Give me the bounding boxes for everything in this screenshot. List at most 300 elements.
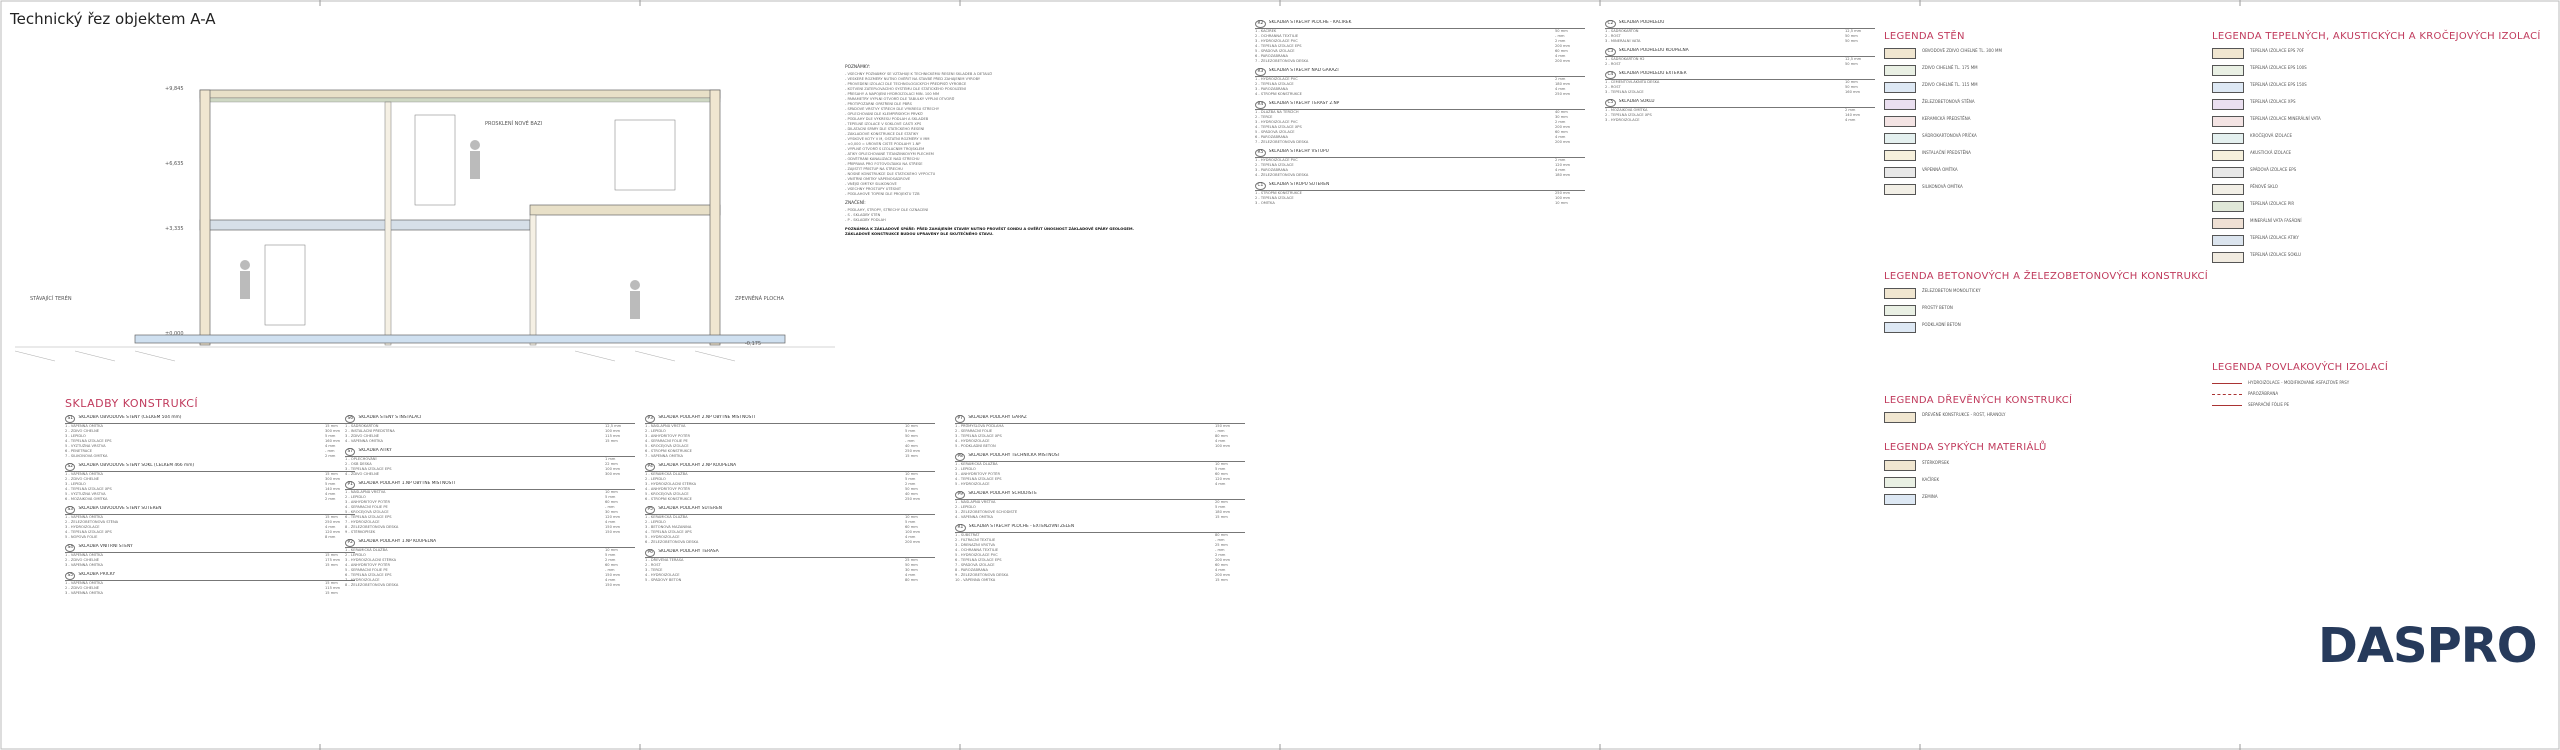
layer-name: 2 - FILTRAČNÍ TEXTILIE: [955, 538, 996, 542]
legend-membranes-title: LEGENDA POVLAKOVÝCH IZOLACÍ: [2212, 362, 2389, 373]
layer-name: 2 - ROŠT: [1605, 85, 1621, 89]
terrace-slab: [530, 205, 720, 215]
composition-title: SKLADBA PODLAHY 1.NP OBYTNÉ MÍSTNOSTI: [358, 481, 456, 486]
layer-name: 3 - ŽELEZOBETONOVÉ SCHODIŠTĚ: [955, 510, 1018, 514]
legend-swatch: [1884, 322, 1916, 333]
legend-item: [1884, 65, 2144, 76]
layer-name: 1 - OPLECHOVÁNÍ: [345, 457, 377, 461]
legend-item: [2212, 391, 2542, 396]
legend-swatch: [1884, 48, 1916, 59]
legend-wood: [1884, 412, 2144, 432]
legend-item-label: PĚNOVÉ SKLO: [2250, 184, 2278, 189]
legend-item-label: TEPELNÁ IZOLACE ATIKY: [2250, 235, 2299, 240]
legend-item-label: PROSTÝ BETON: [1922, 305, 1953, 310]
layer-thickness: - mm: [1215, 429, 1225, 433]
layer-name: 4 - ANHYDRITOVÝ POTĚR: [345, 563, 390, 567]
legend-swatch: [2212, 116, 2244, 127]
layer-name: 3 - HYDROIZOLACE PVC: [1255, 120, 1298, 124]
legend-item: [1884, 150, 2144, 161]
layer-name: 2 - LEPIDLO: [345, 553, 366, 557]
legend-swatch: [1884, 184, 1916, 195]
layer-thickness: 180 mm: [1555, 173, 1571, 177]
level-label: +3,335: [165, 226, 184, 232]
composition-block: [65, 506, 355, 540]
layer-name: 6 - TEPELNÁ IZOLACE EPS: [345, 573, 392, 577]
layer-thickness: 50 mm: [1555, 29, 1568, 33]
composition-layer: [345, 439, 635, 444]
composition-block: [645, 463, 935, 502]
terrain-hatch: [15, 347, 835, 361]
legend-item: [1884, 133, 2144, 144]
composition-block: [645, 549, 935, 583]
layer-name: 1 - KERAMICKÁ DLAŽBA: [345, 548, 388, 552]
layer-name: 2 - LEPIDLO: [955, 467, 976, 471]
layer-name: 3 - DRENÁŽNÍ VRSTVA: [955, 543, 996, 547]
composition-title: SKLADBA PODLAHY TECHNICKÁ MÍSTNOST: [968, 453, 1061, 458]
composition-layer: [65, 454, 355, 459]
layer-thickness: 2 mm: [905, 482, 916, 486]
layer-name: 5 - HYDROIZOLACE: [645, 535, 680, 539]
layer-thickness: 2 mm: [1555, 120, 1566, 124]
layer-name: 4 - VÁPENNÁ OMÍTKA: [345, 439, 383, 443]
layer-thickness: 4 mm: [1845, 118, 1856, 122]
layer-thickness: 40 mm: [905, 444, 918, 448]
layer-thickness: 2 mm: [1555, 39, 1566, 43]
legend-item-label: ZDIVO CIHELNÉ TL. 115 MM: [1922, 82, 1978, 87]
layer-thickness: 15 mm: [325, 591, 338, 595]
layer-thickness: 150 mm: [605, 583, 621, 587]
window: [415, 115, 455, 205]
layer-thickness: 2 mm: [325, 497, 336, 501]
layer-thickness: 8 mm: [325, 535, 336, 539]
layer-thickness: 300 mm: [325, 429, 341, 433]
layer-name: 5 - HYDROIZOLACE PVC: [955, 553, 998, 557]
layer-thickness: 5 mm: [1215, 505, 1226, 509]
layer-thickness: 4 mm: [325, 444, 336, 448]
layer-name: 6 - ŽELEZOBETONOVÁ DESKA: [645, 540, 699, 544]
legend-swatch: [2212, 133, 2244, 144]
layer-thickness: 2 mm: [605, 558, 616, 562]
layer-name: 4 - ŽELEZOBETONOVÁ DESKA: [1255, 173, 1309, 177]
composition-block: [345, 481, 635, 535]
composition-title: SKLADBA OBVODOVÉ STĚNY SOKL (CELKEM 466 mm): [78, 463, 195, 468]
layer-thickness: 60 mm: [905, 525, 918, 529]
layer-thickness: 50 mm: [905, 563, 918, 567]
composition-header: [955, 524, 1245, 533]
legend-item-label: KROČEJOVÁ IZOLACE: [2250, 133, 2292, 138]
legend-item: [2212, 402, 2542, 407]
layer-thickness: 180 mm: [1215, 510, 1231, 514]
note-line: - ODVĚTRÁNÍ KANALIZACE NAD STŘECHU: [845, 157, 920, 161]
layer-name: 2 - LEPIDLO: [645, 477, 666, 481]
layer-thickness: 15 mm: [325, 553, 338, 557]
legend-item: [2212, 252, 2542, 263]
legend-swatch: [1884, 65, 1916, 76]
wall-right: [710, 90, 720, 345]
composition-layer: [1255, 59, 1585, 64]
layer-name: 4 - HYDROIZOLACE: [955, 439, 990, 443]
layer-name: 3 - HYDROIZOLACE: [1605, 118, 1640, 122]
legend-walls-title: LEGENDA STĚN: [1884, 31, 1965, 42]
drawing-title: Technický řez objektem A-A: [10, 10, 216, 28]
layer-thickness: 4 mm: [1555, 168, 1566, 172]
layer-name: 1 - KERAMICKÁ DLAŽBA: [645, 472, 688, 476]
foundation-warning: POZNÁMKA K ZÁKLADOVÉ SPÁŘE: PŘED ZAHÁJENÍM STAVBY NUTNO PROVÉST SONDU A OVĚŘIT ÚNOSNOST ZÁKLADOVÉ SPÁRY GEOLOGEM. ZÁKLADOVÉ KONSTRUKCE BUDOU UPRAVENY DLE SKUTEČNÉHO STAVU.: [845, 227, 1134, 236]
layer-name: 5 - SPÁDOVÁ IZOLACE: [1255, 130, 1295, 134]
layer-name: 1 - SUBSTRÁT: [955, 533, 980, 537]
layer-thickness: 120 mm: [325, 530, 341, 534]
legend-membranes: [2212, 380, 2542, 440]
legend-item: [2212, 167, 2542, 178]
legend-swatch: [1884, 288, 1916, 299]
composition-title: SKLADBA STŘECHY PLOCHÉ - EXTENZIVNÍ ZELEŇ: [968, 524, 1075, 529]
layer-thickness: 10 mm: [1215, 462, 1228, 466]
layer-thickness: 200 mm: [905, 540, 921, 544]
layer-name: 3 - PAROZÁBRANA: [1255, 168, 1288, 172]
layer-name: 4 - SEPARAČNÍ FÓLIE PE: [345, 505, 388, 509]
composition-block: [1255, 149, 1585, 178]
composition-header: [1255, 182, 1585, 191]
legend-item: [1884, 116, 2144, 127]
layer-name: 1 - NÁŠLAPNÁ VRSTVA: [955, 500, 996, 504]
composition-code: P9: [955, 491, 965, 499]
layer-name: 2 - LEPIDLO: [645, 520, 666, 524]
composition-code: P2: [345, 539, 355, 547]
composition-code: P3: [645, 415, 655, 423]
composition-code: R5: [1255, 149, 1266, 157]
composition-title: SKLADBA STŘECHY PLOCHÉ - KAČÍREK: [1268, 20, 1352, 25]
composition-title: SKLADBA PODLAHY SUTERÉN: [658, 506, 722, 511]
layer-thickness: 150 mm: [605, 525, 621, 529]
layer-name: 2 - LEPIDLO: [955, 505, 976, 509]
composition-layer: [1255, 173, 1585, 178]
layer-name: 1 - DLAŽBA NA TERČÍCH: [1255, 110, 1299, 114]
layer-thickness: 160 mm: [1845, 90, 1861, 94]
composition-header: [65, 544, 355, 553]
layer-name: 4 - TEPELNÁ IZOLACE XPS: [65, 487, 112, 491]
wall-mid: [385, 102, 391, 345]
composition-header: [645, 463, 935, 472]
layer-name: 7 - VÁPENNÁ OMÍTKA: [645, 454, 683, 458]
composition-code: P1: [345, 481, 355, 489]
legend-swatch: [1884, 477, 1916, 488]
layer-name: 6 - MOZAIKOVÁ OMÍTKA: [65, 497, 108, 501]
legend-item: [2212, 65, 2542, 76]
layer-name: 4 - STROPNÍ KONSTRUKCE: [1255, 92, 1302, 96]
composition-layer: [1605, 118, 1875, 123]
layer-name: 5 - HYDROIZOLACE: [955, 482, 990, 486]
composition-header: [955, 491, 1245, 500]
composition-header: [1605, 20, 1875, 29]
layer-name: 2 - TERČE: [1255, 115, 1273, 119]
composition-code: R3: [1255, 68, 1266, 76]
composition-column: [345, 415, 635, 740]
layer-name: 5 - SPÁDOVÝ BETON: [645, 578, 682, 582]
layer-thickness: 300 mm: [605, 472, 621, 476]
layer-name: 6 - PAROZÁBRANA: [1255, 135, 1288, 139]
layer-name: 3 - ANHYDRITOVÝ POTĚR: [345, 500, 390, 504]
composition-title: SKLADBA OBVODOVÉ STĚNY (CELKEM 504 mm): [78, 415, 182, 420]
legend-swatch: [1884, 167, 1916, 178]
layer-thickness: 10 mm: [1845, 80, 1858, 84]
level-label: -0,175: [745, 341, 762, 347]
composition-code: C3: [1605, 48, 1616, 56]
layer-name: 2 - TEPELNÁ IZOLACE: [1255, 82, 1294, 86]
composition-header: [65, 415, 355, 424]
layer-thickness: 50 mm: [905, 487, 918, 491]
layer-thickness: 50 mm: [1845, 62, 1858, 66]
composition-code: R1: [955, 524, 966, 532]
composition-code: P4: [645, 463, 655, 471]
legend-walls: [1884, 48, 2144, 263]
legend-item-label: KAČÍREK: [1922, 477, 1940, 482]
compositions-title: SKLADBY KONSTRUKCÍ: [65, 397, 199, 410]
legend-insulation-title: LEGENDA TEPELNÝCH, AKUSTICKÝCH A KROČEJOVÝCH IZOLACÍ: [2212, 31, 2541, 42]
layer-name: 2 - OCHRANNÁ TEXTILIE: [1255, 34, 1299, 38]
layer-thickness: 250 mm: [905, 497, 921, 501]
legend-swatch: [2212, 394, 2242, 395]
layer-name: 3 - TEPELNÁ IZOLACE XPS: [955, 434, 1002, 438]
composition-block: [1255, 68, 1585, 97]
composition-title: SKLADBA PODLAHY GARÁŽ: [968, 415, 1027, 420]
composition-header: [1605, 48, 1875, 57]
legend-item: [2212, 150, 2542, 161]
composition-header: [955, 415, 1245, 424]
legend-item-label: PODKLADNÍ BETON: [1922, 322, 1961, 327]
paved-area-label: ZPEVNĚNÁ PLOCHA: [735, 296, 784, 302]
layer-thickness: 15 mm: [905, 454, 918, 458]
layer-name: 3 - VÁPENNÁ OMÍTKA: [65, 591, 103, 595]
legend-item-label: DŘEVĚNÉ KONSTRUKCE - ROŠT, HRANOLY: [1922, 412, 2006, 417]
composition-header: [345, 415, 635, 424]
composition-layer: [955, 444, 1245, 449]
composition-code: C5: [1605, 99, 1616, 107]
note-line: - PARAMETRY VÝPLNÍ OTVORŮ DLE TABULKY VÝPLNÍ OTVORŮ: [845, 97, 955, 101]
note-line: - VŠECHNY POZNÁMKY SE VZTAHUJÍ K TECHNICKÉMU ŘEŠENÍ SKLADEB A DETAILŮ: [845, 72, 993, 76]
layer-thickness: 115 mm: [325, 586, 341, 590]
note-line: - KOTVENÍ ZATEPLOVACÍHO SYSTÉMU DLE STATICKÉHO POSOUZENÍ: [845, 87, 966, 91]
layer-thickness: 4 mm: [1555, 54, 1566, 58]
note-line: - NOSNÉ KONSTRUKCE DLE STATICKÉHO VÝPOČTU: [845, 172, 936, 176]
composition-layer: [645, 540, 935, 545]
layer-name: 2 - ŽELEZOBETONOVÁ STĚNA: [65, 520, 119, 524]
layer-name: 7 - HYDROIZOLACE: [345, 520, 380, 524]
layer-name: 8 - ŽELEZOBETONOVÁ DESKA: [345, 525, 399, 529]
layer-thickness: 80 mm: [1215, 533, 1228, 537]
composition-layer: [645, 454, 935, 459]
layer-thickness: 80 mm: [1215, 434, 1228, 438]
layer-name: 4 - ZDIVO CIHELNÉ: [345, 472, 380, 476]
layer-thickness: 30 mm: [1555, 115, 1568, 119]
composition-header: [645, 506, 935, 515]
composition-header: [645, 549, 935, 558]
composition-layer: [345, 530, 635, 535]
legend-swatch: [2212, 184, 2244, 195]
layer-thickness: - mm: [325, 449, 335, 453]
layer-thickness: 5 mm: [905, 520, 916, 524]
layer-thickness: 200 mm: [1215, 573, 1231, 577]
layer-thickness: 4 mm: [1215, 568, 1226, 572]
composition-block: [955, 524, 1245, 583]
layer-name: 1 - VÁPENNÁ OMÍTKA: [65, 472, 103, 476]
note-line: - VEŠKERÉ ROZMĚRY NUTNO OVĚŘIT NA STAVBĚ PŘED ZAHÁJENÍM VÝROBY: [845, 77, 981, 81]
note-line: - PŘESAHY A NAPOJENÍ HYDROIZOLACÍ MIN. 100 MM: [845, 92, 940, 96]
layer-name: 3 - TERČE: [645, 568, 663, 572]
composition-layer: [1605, 90, 1875, 95]
composition-code: S4: [65, 544, 75, 552]
layer-thickness: 60 mm: [1555, 49, 1568, 53]
legend-item: [1884, 82, 2144, 93]
layer-name: 5 - VÝZTUŽNÁ VRSTVA: [65, 492, 106, 496]
layer-name: 3 - MINERÁLNÍ VATA: [1605, 39, 1641, 43]
layer-name: 5 - VÝZTUŽNÁ VRSTVA: [65, 444, 106, 448]
layer-thickness: 10 mm: [905, 472, 918, 476]
glazing-label: PROSKLENÍ NOVÉ BAZI: [485, 121, 543, 127]
layer-name: 2 - SEPARAČNÍ FÓLIE: [955, 429, 993, 433]
composition-block: [345, 448, 635, 477]
layer-name: 3 - VÁPENNÁ OMÍTKA: [65, 563, 103, 567]
layer-thickness: 100 mm: [1555, 196, 1571, 200]
layer-thickness: 60 mm: [605, 500, 618, 504]
composition-header: [1255, 101, 1585, 110]
layer-name: 2 - ZDIVO CIHELNÉ: [65, 477, 100, 481]
composition-header: [345, 539, 635, 548]
composition-code: P5: [645, 506, 655, 514]
layer-name: 7 - ŽELEZOBETONOVÁ DESKA: [1255, 140, 1309, 144]
layer-name: 1 - NÁŠLAPNÁ VRSTVA: [345, 490, 386, 494]
layer-thickness: 2 mm: [1845, 108, 1856, 112]
layer-name: 4 - VÁPENNÁ OMÍTKA: [955, 515, 993, 519]
legend-item-label: INSTALAČNÍ PŘEDSTĚNA: [1922, 150, 1971, 155]
layer-name: 6 - TEPELNÁ IZOLACE EPS: [955, 558, 1002, 562]
layer-name: 6 - STROPNÍ KONSTRUKCE: [645, 497, 692, 501]
note-line: - ±0,000 = ÚROVEŇ ČISTÉ PODLAHY 1.NP: [845, 142, 921, 146]
layer-thickness: 4 mm: [1555, 135, 1566, 139]
composition-code: P8: [955, 453, 965, 461]
layer-thickness: 15 mm: [1215, 578, 1228, 582]
note-legend-line: - P - SKLADBY PODLAH: [845, 218, 886, 222]
layer-name: 2 - INSTALAČNÍ PŘEDSTĚNA: [345, 429, 395, 433]
layer-thickness: 4 mm: [605, 520, 616, 524]
legend-item: [2212, 218, 2542, 229]
legend-item: [1884, 477, 2144, 488]
company-logo: DASPRO: [2318, 618, 2537, 674]
composition-block: [65, 544, 355, 568]
layer-thickness: 25 mm: [905, 558, 918, 562]
ground-slab: [135, 335, 785, 343]
layer-thickness: 60 mm: [1555, 130, 1568, 134]
composition-layer: [1255, 92, 1585, 97]
layer-name: 3 - HYDROIZOLACE PVC: [1255, 39, 1298, 43]
legend-swatch: [2212, 235, 2244, 246]
layer-thickness: 140 mm: [1845, 113, 1861, 117]
legend-item-label: HYDROIZOLACE - MODIFIKOVANÉ ASFALTOVÉ PÁSY: [2248, 380, 2350, 385]
note-line: - DILATAČNÍ SPÁRY DLE STATICKÉHO ŘEŠENÍ: [845, 127, 925, 131]
note-line: - ATIKY OPLECHOVANÉ TITANZINKOVÝM PLECHEM: [845, 152, 934, 156]
layer-thickness: 12,5 mm: [1845, 29, 1862, 33]
layer-name: 5 - SEPARAČNÍ FÓLIE PE: [345, 568, 388, 572]
layer-thickness: 120 mm: [605, 515, 621, 519]
layer-thickness: 30 mm: [905, 568, 918, 572]
layer-thickness: 200 mm: [1215, 558, 1231, 562]
note-line: - VNĚJŠÍ OMÍTKY SILIKONOVÉ: [845, 182, 897, 186]
composition-header: [645, 415, 935, 424]
legend-concrete: [1884, 288, 2144, 353]
layer-name: 3 - PAROZÁBRANA: [1255, 87, 1288, 91]
layer-thickness: 150 mm: [1215, 424, 1231, 428]
layer-name: 1 - CEMENTOVLÁKNITÁ DESKA: [1605, 80, 1660, 84]
layer-thickness: 200 mm: [1555, 59, 1571, 63]
layer-name: 2 - ZDIVO CIHELNÉ: [65, 429, 100, 433]
layer-thickness: 10 mm: [905, 424, 918, 428]
composition-block: [1605, 48, 1875, 67]
composition-title: SKLADBA PODLAHY SCHODIŠTĚ: [968, 491, 1037, 496]
legend-item: [2212, 380, 2542, 385]
layer-thickness: 1 mm: [605, 457, 616, 461]
legend-item-label: TEPELNÁ IZOLACE EPS 70F: [2250, 48, 2304, 53]
legend-bulk-title: LEGENDA SYPKÝCH MATERIÁLŮ: [1884, 442, 2047, 453]
composition-layer: [345, 472, 635, 477]
legend-item: [2212, 99, 2542, 110]
composition-header: [345, 481, 635, 490]
composition-column: [1255, 20, 1585, 740]
ceiling-slab-2np: [200, 220, 530, 230]
composition-code: S2: [65, 463, 75, 471]
legend-swatch: [2212, 150, 2244, 161]
layer-name: 5 - NOPOVÁ FÓLIE: [65, 535, 98, 539]
layer-thickness: 5 mm: [905, 429, 916, 433]
layer-name: 1 - VÁPENNÁ OMÍTKA: [65, 515, 103, 519]
composition-header: [345, 448, 635, 457]
legend-insulation: [2212, 48, 2542, 348]
legend-bulk: [1884, 460, 2144, 520]
legend-item: [1884, 305, 2144, 316]
layer-thickness: 4 mm: [605, 578, 616, 582]
legend-item: [2212, 184, 2542, 195]
layer-name: 7 - ŽELEZOBETONOVÁ DESKA: [1255, 59, 1309, 63]
layer-name: 2 - OSB DESKA: [345, 462, 372, 466]
layer-thickness: 80 mm: [905, 578, 918, 582]
composition-block: [955, 491, 1245, 520]
layer-name: 2 - TEPELNÁ IZOLACE: [1255, 196, 1294, 200]
composition-title: SKLADBA PODLAHY 2.NP KOUPELNA: [658, 463, 737, 468]
layer-name: 8 - ŽELEZOBETONOVÁ DESKA: [345, 583, 399, 587]
level-label: ±0,000: [165, 331, 184, 337]
composition-layer: [1255, 140, 1585, 145]
layer-thickness: 5 mm: [905, 477, 916, 481]
layer-name: 1 - VÁPENNÁ OMÍTKA: [65, 553, 103, 557]
note-line: - PODLAHOVÉ TOPENÍ DLE PROJEKTU TZB: [845, 192, 920, 196]
legend-item: [1884, 460, 2144, 471]
note-line: - VŠECHNY PROSTUPY UTĚSNIT: [845, 187, 902, 191]
composition-block: [1605, 20, 1875, 44]
legend-swatch: [2212, 99, 2244, 110]
legend-item: [1884, 494, 2144, 505]
composition-code: S1: [65, 415, 75, 423]
section-drawing: [15, 45, 835, 375]
general-notes: [845, 65, 1245, 237]
layer-thickness: 10 mm: [1555, 201, 1568, 205]
composition-title: SKLADBA STŘECHY TERASY 2.NP: [1268, 101, 1340, 106]
layer-name: 3 - HYDROIZOLAČNÍ STĚRKA: [345, 558, 397, 562]
composition-block: [1605, 71, 1875, 95]
legend-item: [2212, 133, 2542, 144]
window: [615, 120, 675, 190]
composition-code: P6: [645, 549, 655, 557]
composition-title: SKLADBA OBVODOVÉ STĚNY SUTERÉN: [78, 506, 162, 511]
legend-item: [1884, 412, 2144, 423]
layer-name: 1 - SÁDROKARTON: [1605, 29, 1639, 33]
